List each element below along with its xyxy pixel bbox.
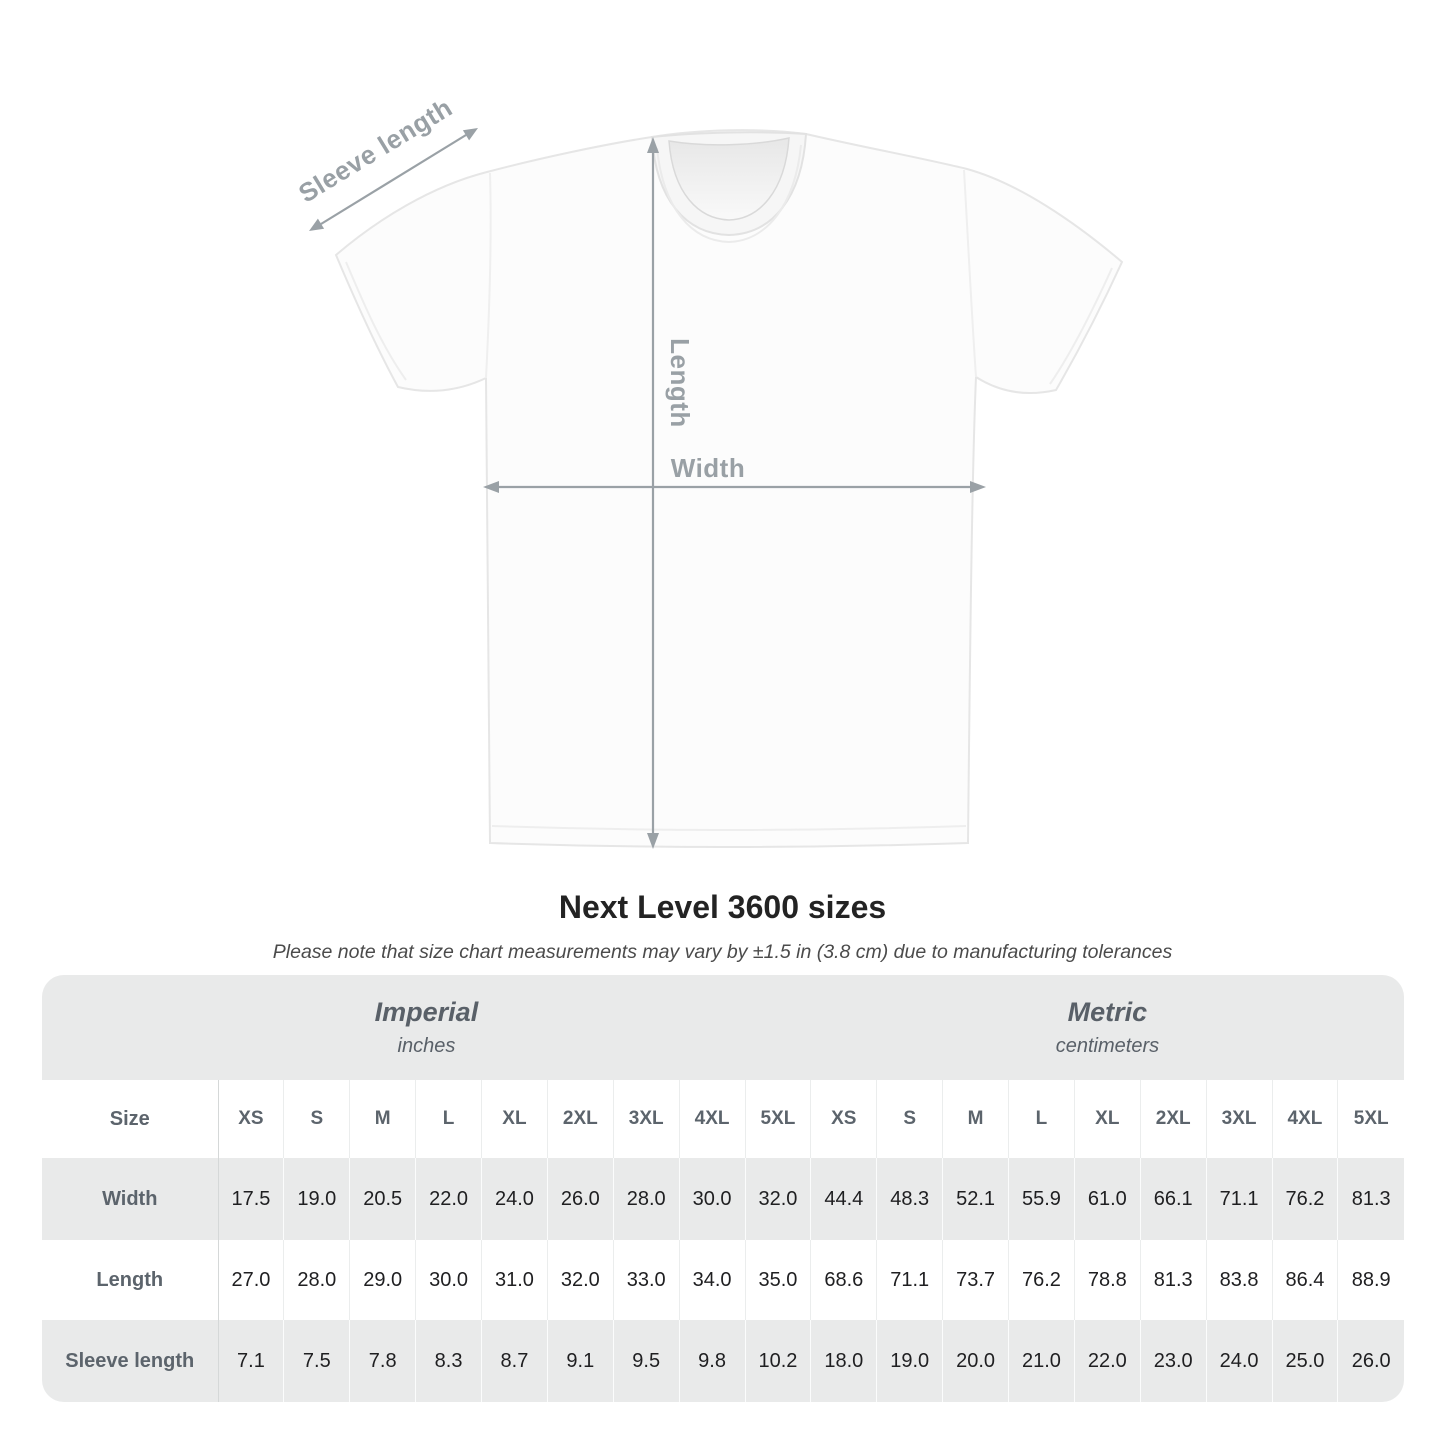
value-cell: 30.0 [679,1158,745,1240]
value-cell: 78.8 [1074,1240,1140,1320]
sleeve-length-label: Sleeve length [293,92,458,209]
value-cell: 55.9 [1009,1158,1075,1240]
sleeve-length-row [42,1320,1404,1402]
value-cell: 23.0 [1140,1320,1206,1402]
metric-section-title: Metric [1067,997,1148,1027]
size-header-cell: L [416,1080,482,1158]
value-cell: 35.0 [745,1240,811,1320]
value-cell: 24.0 [1206,1320,1272,1402]
value-cell: 22.0 [1074,1320,1140,1402]
width-row [42,1158,1404,1240]
value-cell: 81.3 [1140,1240,1206,1320]
value-cell: 27.0 [218,1240,284,1320]
sleeve-length-row-label: Sleeve length [42,1320,218,1402]
size-header-cell: S [284,1080,350,1158]
value-cell: 9.8 [679,1320,745,1402]
size-header-cell: 4XL [1272,1080,1338,1158]
size-header-cell: L [1009,1080,1075,1158]
value-cell: 66.1 [1140,1158,1206,1240]
size-header-cell: 3XL [1206,1080,1272,1158]
value-cell: 83.8 [1206,1240,1272,1320]
value-cell: 7.1 [218,1320,284,1402]
value-cell: 9.5 [613,1320,679,1402]
imperial-section-title: Imperial [374,997,479,1027]
size-header-cell: XL [482,1080,548,1158]
length-row-label: Length [42,1240,218,1320]
value-cell: 8.3 [416,1320,482,1402]
size-header-cell: 5XL [745,1080,811,1158]
value-cell: 76.2 [1009,1240,1075,1320]
size-header-cell: 4XL [679,1080,745,1158]
value-cell: 22.0 [416,1158,482,1240]
value-cell: 30.0 [416,1240,482,1320]
size-chart [42,975,1404,1402]
value-cell: 32.0 [547,1240,613,1320]
size-header-cell: 5XL [1338,1080,1404,1158]
size-row-label: Size [42,1080,218,1158]
value-cell: 52.1 [943,1158,1009,1240]
size-header-cell: S [877,1080,943,1158]
value-cell: 33.0 [613,1240,679,1320]
value-cell: 71.1 [1206,1158,1272,1240]
value-cell: 68.6 [811,1240,877,1320]
value-cell: 10.2 [745,1320,811,1402]
value-cell: 86.4 [1272,1240,1338,1320]
size-header-cell: 2XL [1140,1080,1206,1158]
value-cell: 19.0 [877,1320,943,1402]
metric-section-unit: centimeters [1055,1035,1160,1057]
value-cell: 7.5 [284,1320,350,1402]
imperial-section-header [42,975,811,1080]
value-cell: 8.7 [482,1320,548,1402]
length-label: Length [665,338,695,428]
value-cell: 18.0 [811,1320,877,1402]
size-header-cell: XL [1074,1080,1140,1158]
tolerance-note: Please note that size chart measurements may vary by ±1.5 in (3.8 cm) due to manufacturing tolerances [272,941,1173,963]
size-header-cell: M [943,1080,1009,1158]
value-cell: 81.3 [1338,1158,1404,1240]
value-cell: 32.0 [745,1158,811,1240]
tshirt-outline [336,130,1122,847]
value-cell: 28.0 [284,1240,350,1320]
value-cell: 7.8 [350,1320,416,1402]
value-cell: 26.0 [547,1158,613,1240]
value-cell: 44.4 [811,1158,877,1240]
value-cell: 20.0 [943,1320,1009,1402]
value-cell: 71.1 [877,1240,943,1320]
size-header-cell: 2XL [547,1080,613,1158]
value-cell: 26.0 [1338,1320,1404,1402]
width-label: Width [670,453,746,483]
length-row [42,1240,1404,1320]
size-header-cell: 3XL [613,1080,679,1158]
value-cell: 17.5 [218,1158,284,1240]
size-header-cell: M [350,1080,416,1158]
value-cell: 28.0 [613,1158,679,1240]
value-cell: 21.0 [1009,1320,1075,1402]
size-header-cell: XS [811,1080,877,1158]
value-cell: 9.1 [547,1320,613,1402]
page-title: Next Level 3600 sizes [558,889,887,925]
value-cell: 24.0 [482,1158,548,1240]
width-row-label: Width [42,1158,218,1240]
value-cell: 20.5 [350,1158,416,1240]
value-cell: 61.0 [1074,1158,1140,1240]
value-cell: 48.3 [877,1158,943,1240]
value-cell: 19.0 [284,1158,350,1240]
value-cell: 29.0 [350,1240,416,1320]
imperial-section-unit: inches [397,1035,456,1057]
units-header-row [42,975,1404,1080]
value-cell: 73.7 [943,1240,1009,1320]
size-header-cell: XS [218,1080,284,1158]
value-cell: 34.0 [679,1240,745,1320]
value-cell: 31.0 [482,1240,548,1320]
size-header-row [42,1080,1404,1158]
value-cell: 88.9 [1338,1240,1404,1320]
metric-section-header [811,975,1404,1080]
size-chart-table [42,975,1404,1402]
value-cell: 25.0 [1272,1320,1338,1402]
value-cell: 76.2 [1272,1158,1338,1240]
